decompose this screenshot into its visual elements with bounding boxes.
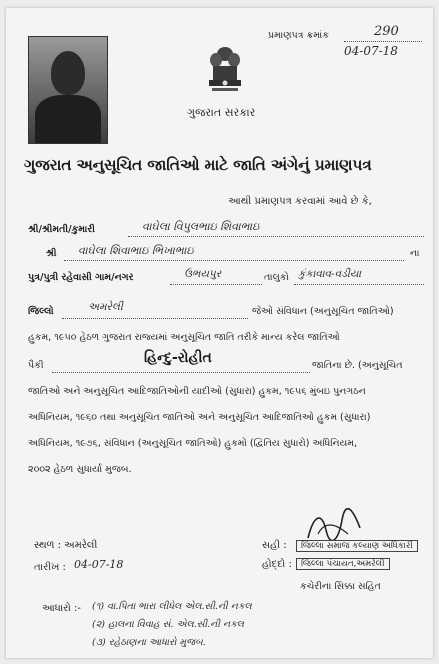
district-suffix: જેઓ સંવિધાન (અનુસૂચિત જાતિઓ) [252,306,394,317]
officer-stamp: જિલ્લા સમાજ કલ્યાણ અધિકારી [296,540,418,552]
certificate-page [6,8,433,658]
para-line-2: અધિનિયમ, ૧૯૬૦ તથા અનુસૂચિત જાતિઓ અને અનુસૂચિત આદિજાતિઓ હુકમ (સુધારા) [28,412,371,423]
reference-item: (૩) રહેઠાણના આધારો મુજબ. [92,637,206,648]
order-text: હુકમ, ૧૯૫૦ હેઠળ ગુજરાત રાજ્યમાં અનુસૂચિત જાતિ તરીકે માન્ય કરેલ જાતિઓ [28,332,340,343]
place-label: સ્થળ : અમરેલી [34,540,98,551]
district-value: અમરેલી [88,301,123,313]
issue-date: 04-07-18 [344,44,398,58]
name-prefix: શ્રી/શ્રીમતી/કુમારી [28,224,95,235]
residence-prefix: પુત્ર/પુત્રી રહેવાસી ગામ/નગર [28,272,134,283]
reference-item: (૨) હાલના વિવાહ સં. એલ.સી.ની નકલ [92,619,244,630]
cert-no: 290 [374,24,399,39]
caste-suffix: જાતિના છે. (અનુસૂચિત [312,360,403,371]
emblem-icon [204,44,246,100]
authority-name: ગુજરાત સરકાર [187,106,256,119]
office-seal-label: કચેરીના સિક્કા સહિત [300,581,381,592]
reference-item: (૧) વા.પિતા ભારા લીધેલ એલ.સી.ની નકલ [92,601,252,612]
intro-text: આથી પ્રમાણપત્ર કરવામાં આવે છે કે, [228,196,372,207]
cert-no-label: પ્રમાણપત્ર ક્રમાંક [268,30,329,41]
references-label: આધારો :- [42,603,81,614]
village-value: ઉભયપુર [184,268,222,280]
para-line-4: ૨૦૦૨ હેઠળ સુધાર્યા મુજબ. [28,464,132,475]
caste-value: હિન્દુ-રોહીત [144,350,212,366]
applicant-name: વાઘેલા વિપુલભાઇ શિવાભાઇ [142,220,260,233]
sign-label: સહી : [262,540,287,551]
district-prefix: જિલ્લો [28,306,54,317]
certificate-title: ગુજરાત અનુસૂચિત જાતિઓ માટે જાતિ અંગેનું પ્રમાણપત્ર [24,156,372,174]
date-label: તારીખ : [34,562,66,573]
date-value: 04-07-18 [74,558,124,571]
para-line-1: જાતિઓ અને અનુસૂચિત આદિજાતિઓની યાદીઓ (સુધારા) હુકમ, ૧૯૫૬ મુંબઇ પુનગઠન [28,386,366,397]
caste-prefix: પૈકી [28,360,44,371]
taluka-value: કુંકાવાવ-વડીયા [298,268,362,280]
father-suffix: ના [410,248,420,259]
father-prefix: શ્રી [46,248,57,259]
post-stamp: જિલ્લા પંચાયત,અમરેલી [296,558,390,570]
taluka-label: તાલુકો [264,272,289,283]
father-name: વાઘેલા શિવાભાઇ ભિખાભાઇ [78,244,194,257]
post-label: હોદ્દો : [262,559,292,570]
para-line-3: અધિનિયમ, ૧૯૭૬, સંવિધાન (અનુસૂચિત જાતિઓ) હુકમો (દ્વિતિય સુધારો) અધિનિયમ, [28,438,358,449]
applicant-photo [28,36,108,144]
